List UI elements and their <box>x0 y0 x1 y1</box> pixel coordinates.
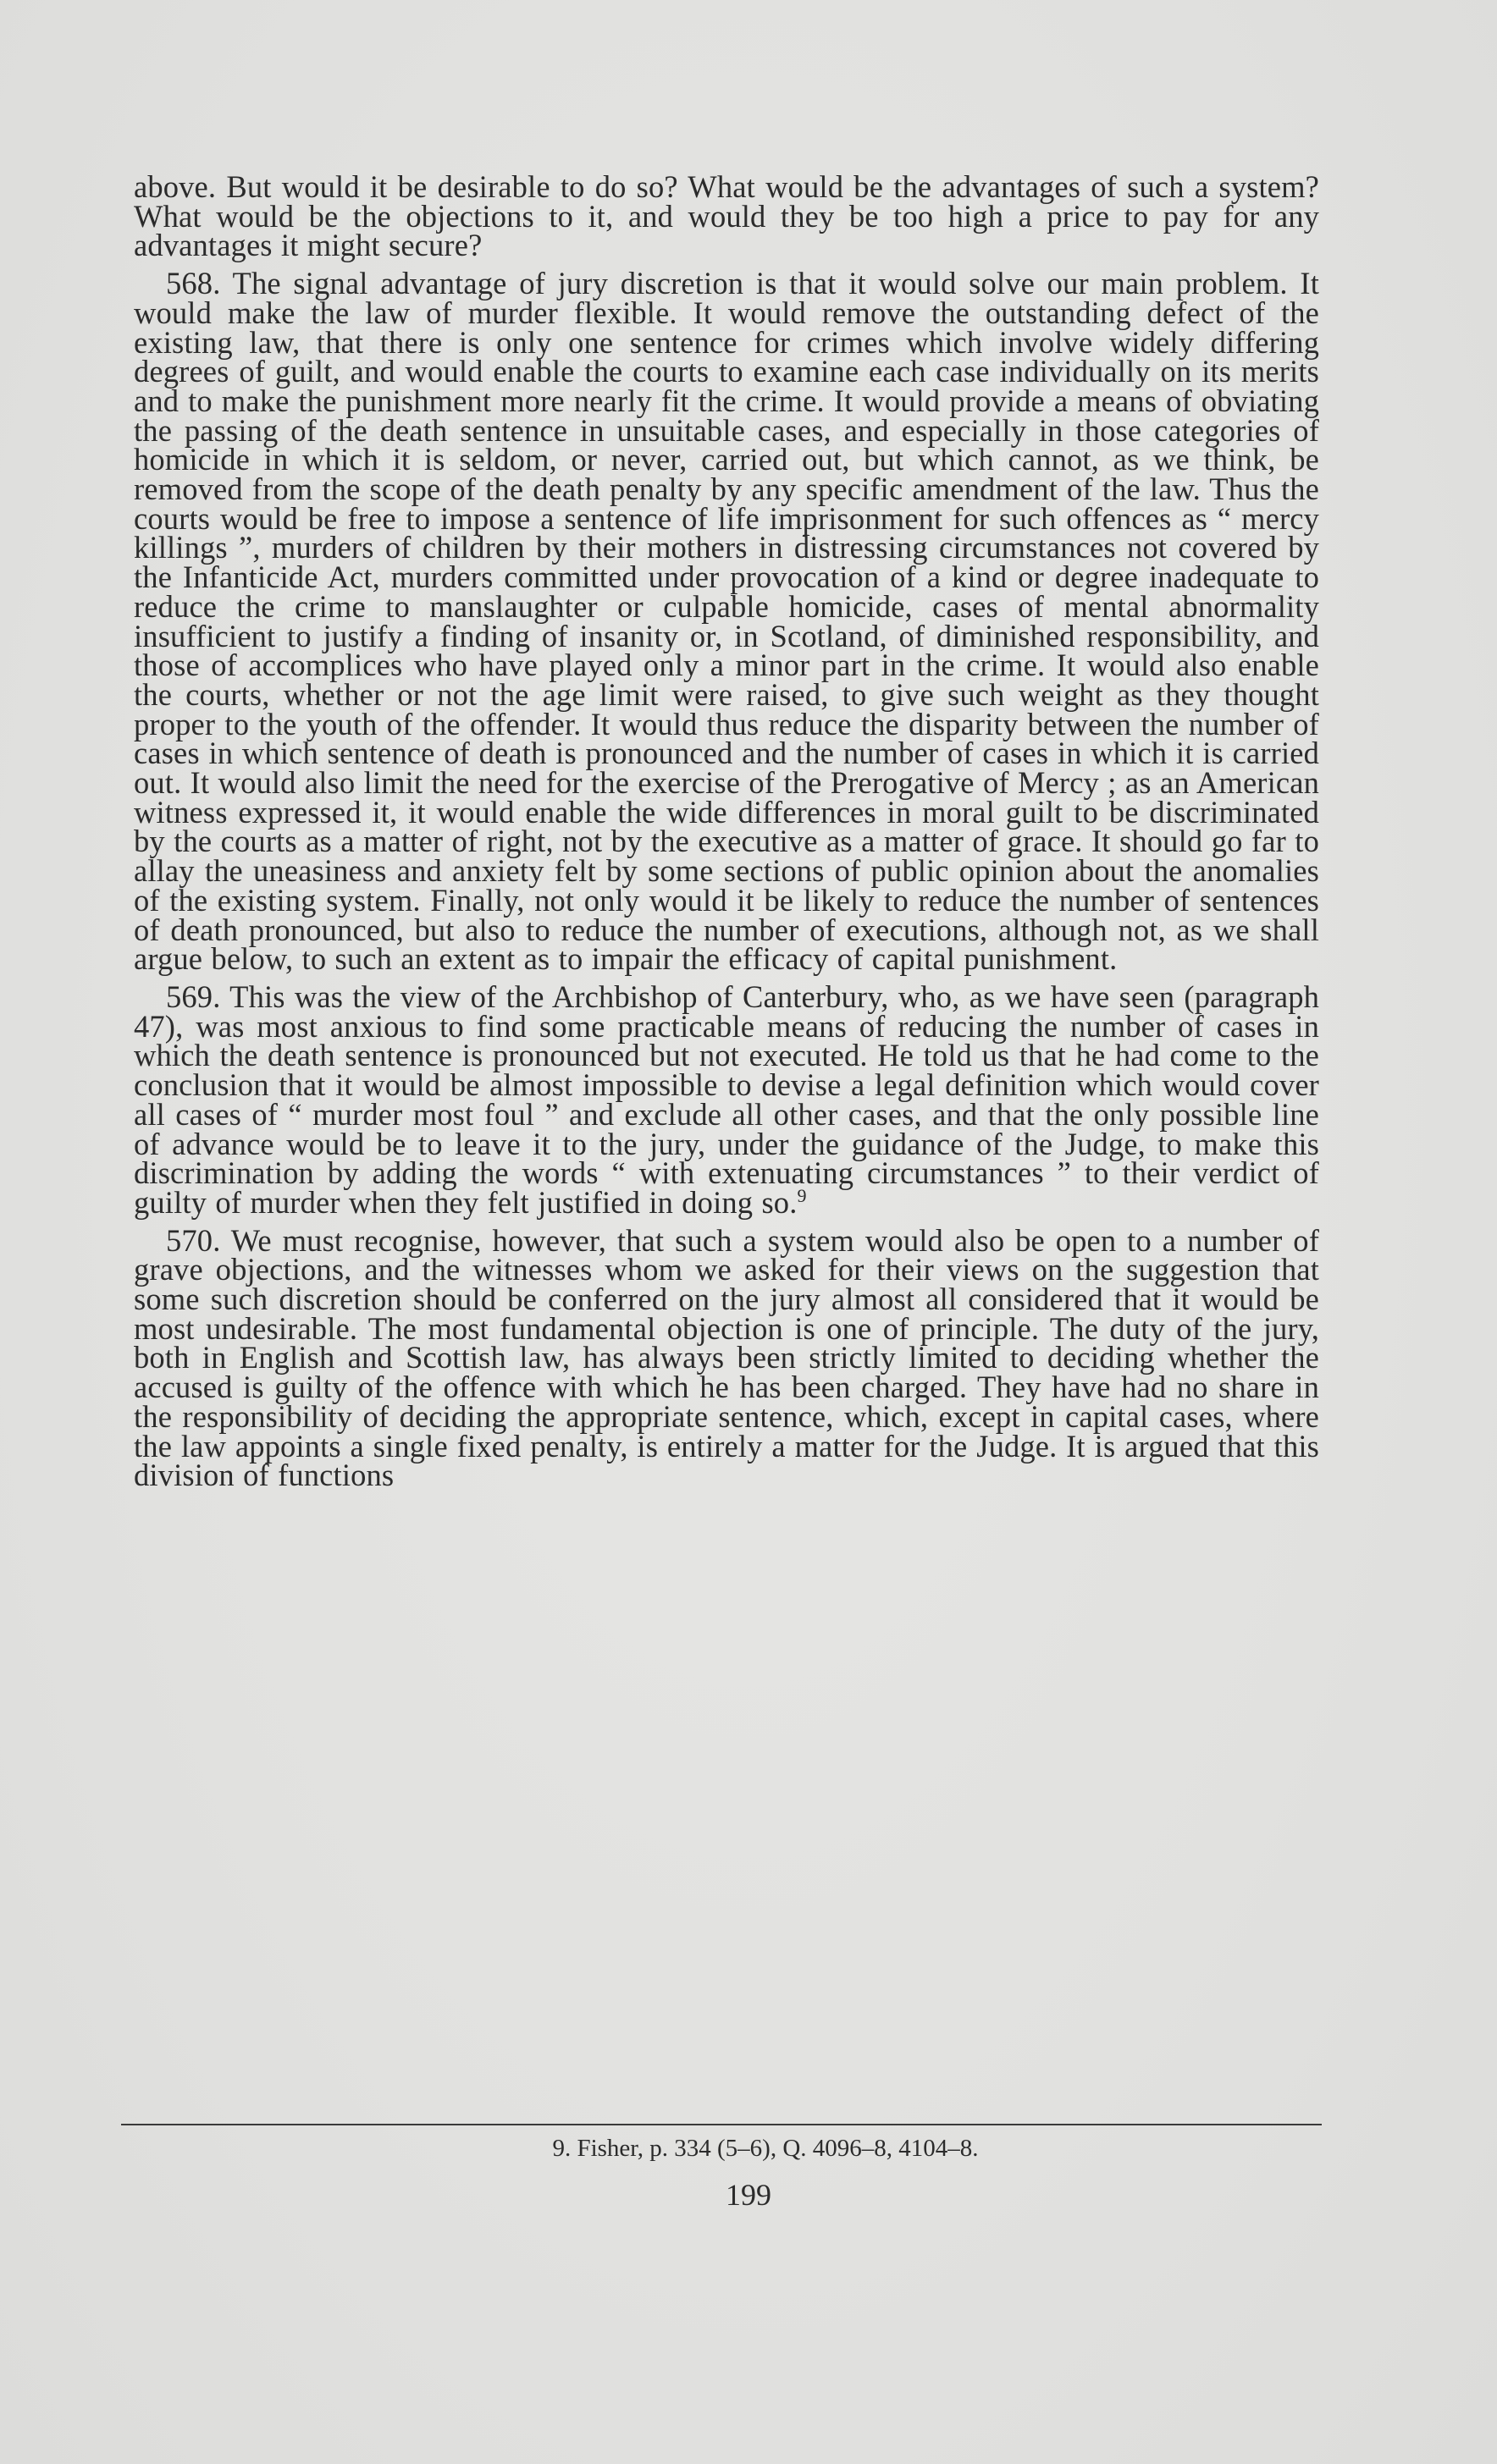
paragraph-text: above. But would it be desirable to do so? What would be the advantages of such a system? What would be the objections to it, and would they be too high a price to pay for any advantages it might secure? <box>134 169 1319 263</box>
body-text <box>134 169 1319 1499</box>
footnote: 9. Fisher, p. 334 (5–6), Q. 4096–8, 4104–8. <box>552 2135 979 2162</box>
page-number: 199 <box>726 2178 771 2212</box>
paragraph-number: 569. <box>166 978 221 1014</box>
paragraph-568 <box>134 266 1319 977</box>
paragraph-text: We must recognise, however, that such a system would also be open to a number of grave objections, and the witnesses whom we asked for their views on the suggestion that some such discretion should be conferred on the jury almost all considered that it would be most undesirable. The most fundamental objection is one of principle. The duty of the jury, both in English and Scottish law, has always been strictly limited to deciding whether the accused is guilty of the offence with which he has been charged. They have had no share in the responsibility of deciding the appropriate sentence, which, except in capital cases, where the law appoints a single fixed penalty, is entirely a matter for the Judge. It is argued that this division of functions <box>134 1222 1319 1493</box>
paragraph-569 <box>134 978 1319 1220</box>
footnote-marker: 9 <box>797 1184 807 1206</box>
paragraph-text: This was the view of the Archbishop of Canterbury, who, as we have seen (paragraph 47), was most anxious to find some practicable means of reducing the number of cases in which the death sentence is pronounced but not executed. He told us that he had come to the conclusion that it would be almost impossible to devise a legal definition which would cover all cases of “ murder most foul ” and exclude all other cases, and that the only possible line of advance would be to leave it to the jury, under the guidance of the Judge, to make this discrimination by adding the words “ with extenuating circumstances ” to their verdict of guilty of murder when they felt justified in doing so. <box>134 978 1319 1220</box>
paragraph-text: The signal advantage of jury discretion is that it would solve our main problem. It would make the law of murder flexible. It would remove the outstanding defect of the existing law, that there is only one sentence for crimes which involve widely differing degrees of guilt, and would enable the courts to examine each case individually on its merits and to make the punishment more nearly fit the crime. It would provide a means of obviating the passing of the death sentence in unsuitable cases, and especially in those categories of homicide in which it is seldom, or never, carried out, but which cannot, as we think, be removed from the scope of the death penalty by any specific amendment of the law. Thus the courts would be free to impose a sentence of life imprisonment for such offences as “ mercy killings ”, murders of children by their mothers in distressing circumstances not covered by the Infanticide Act, murders committed under provocation of a kind or degree inadequate to reduce the crime to manslaughter or culpable homicide, cases of mental abnormality insufficient to justify a finding of insanity or, in Scotland, of diminished responsibility, and those of accomplices who have played only a minor part in the crime. It would also enable the courts, whether or not the age limit were raised, to give such weight as they thought proper to the youth of the offender. It would thus reduce the disparity between the number of cases in which sentence of death is pronounced and the number of cases in which it is carried out. It would also limit the need for the exercise of the Prerogative of Mercy ; as an American witness expressed it, it would enable the wide differences in moral guilt to be discriminated by the courts as a matter of right, not by the executive as a matter of grace. It should go far to allay the uneasiness and anxiety felt by some sections of public opinion about the anomalies of the existing system. Finally, not only would it be likely to reduce the number of sentences of death pronounced, but also to reduce the number of executions, although not, as we shall argue below, to such an extent as to impair the efficacy of capital punishment. <box>134 266 1319 977</box>
paragraph-number: 568. <box>166 266 221 301</box>
footnote-divider <box>121 2124 1322 2125</box>
paragraph-570 <box>134 1222 1319 1493</box>
paragraph-continuation <box>134 169 1319 263</box>
paragraph-number: 570. <box>166 1222 221 1258</box>
